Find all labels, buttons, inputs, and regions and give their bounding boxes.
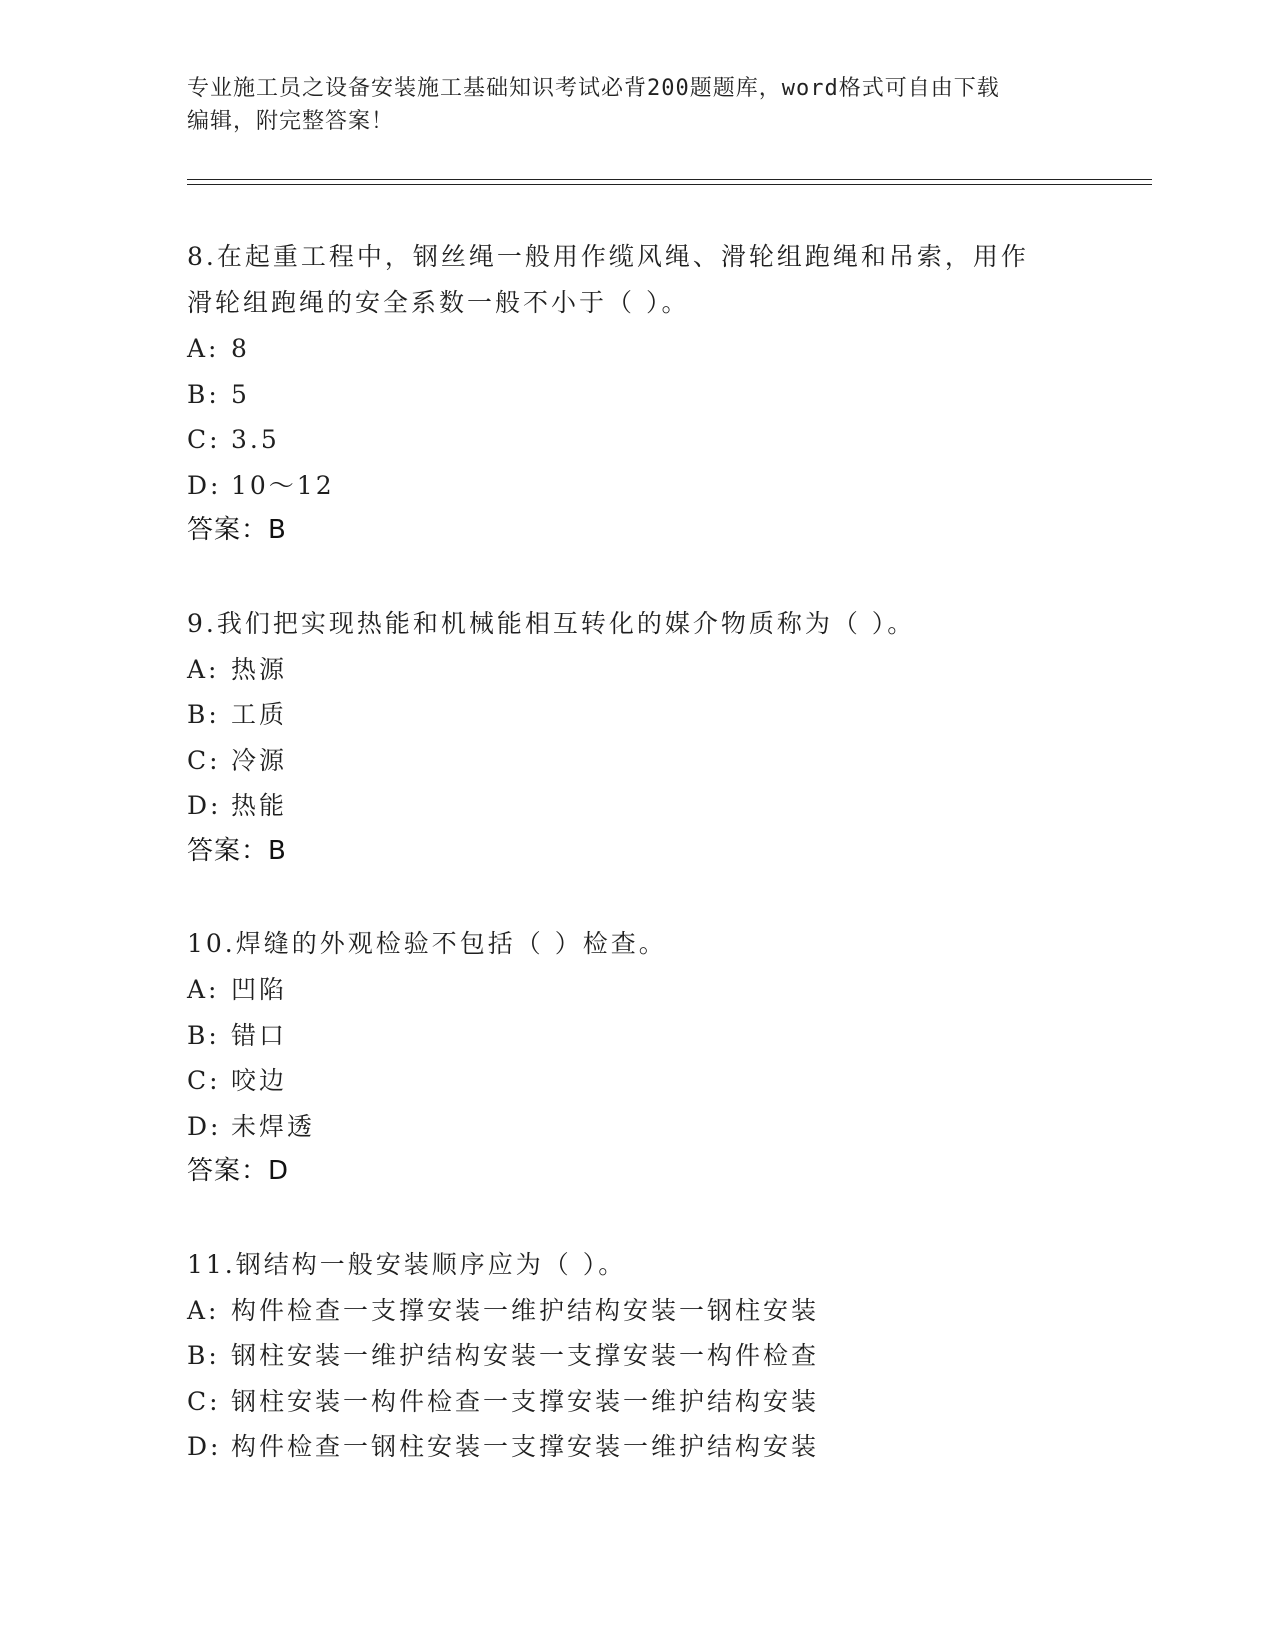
option-label: C: [187,425,221,454]
header-line-2: 编辑，附完整答案！ [187,109,395,134]
question-text: 9.我们把实现热能和机械能相互转化的媒介物质称为（ ）。 [187,608,916,638]
option-d [187,1104,1087,1150]
answer: 答案：B [187,835,287,866]
option-text: 钢柱安装一构件检查一支撑安装一维护结构安装 [231,1386,820,1416]
option-label: B: [187,379,220,409]
option-text: 热能 [231,791,288,820]
option-text: 热源 [231,654,288,684]
option-label: D: [187,791,222,820]
option-label: C: [187,745,221,775]
option-d [187,1424,1087,1470]
option-label: A: [187,654,220,684]
option-text: 3.5 [231,425,280,454]
option-text: 钢柱安装一维护结构安装一支撑安装一构件检查 [231,1341,820,1370]
option-text: 构件检查一支撑安装一维护结构安装一钢柱安装 [231,1295,820,1325]
option-label: D: [187,470,222,500]
option-label: D: [187,1111,222,1141]
option-text: 5 [231,379,250,409]
option-c [187,1058,1087,1104]
option-label: B: [187,700,220,729]
header-divider-top [187,179,1152,180]
answer: 答案：B [187,515,287,545]
option-d [187,463,1087,509]
option-text: 10～12 [231,470,335,500]
question-10 [187,921,1087,1195]
answer: 答案：D [187,1156,290,1186]
option-label: D: [187,1432,222,1461]
option-text: 8 [231,334,250,363]
document-header [187,72,1067,138]
option-b [187,692,1087,738]
question-text: 11.钢结构一般安装顺序应为（ ）。 [187,1249,627,1279]
question-list [187,234,1087,1517]
option-text: 咬边 [231,1066,288,1095]
option-label: B: [187,1020,220,1050]
question-8 [187,234,1087,554]
question-9 [187,601,1087,875]
option-a [187,647,1087,693]
option-c [187,738,1087,784]
option-label: C: [187,1066,221,1095]
option-label: A: [187,975,220,1004]
option-b [187,372,1087,418]
option-text: 错口 [231,1020,288,1050]
option-a [187,326,1087,372]
option-text: 冷源 [231,745,288,775]
option-text: 凹陷 [231,975,288,1004]
option-b [187,1333,1087,1379]
option-a [187,1288,1087,1334]
option-c [187,1379,1087,1425]
header-divider-bottom [187,184,1152,185]
option-text: 未焊透 [231,1111,316,1141]
option-label: C: [187,1386,221,1416]
option-label: A: [187,1295,220,1325]
option-label: B: [187,1341,220,1370]
option-b [187,1013,1087,1059]
option-c [187,417,1087,463]
question-text: 10.焊缝的外观检验不包括（ ）检查。 [187,929,667,958]
option-label: A: [187,334,220,363]
option-d [187,783,1087,829]
question-text-continued: 滑轮组跑绳的安全系数一般不小于（ ）。 [187,288,690,317]
option-text: 构件检查一钢柱安装一支撑安装一维护结构安装 [231,1432,820,1461]
question-text: 8.在起重工程中，钢丝绳一般用作缆风绳、滑轮组跑绳和吊索，用作 [187,242,1029,271]
header-line-1: 专业施工员之设备安装施工基础知识考试必背200题题库，word格式可自由下载 [187,76,1000,101]
option-text: 工质 [231,700,288,729]
question-11 [187,1242,1087,1470]
option-a [187,967,1087,1013]
